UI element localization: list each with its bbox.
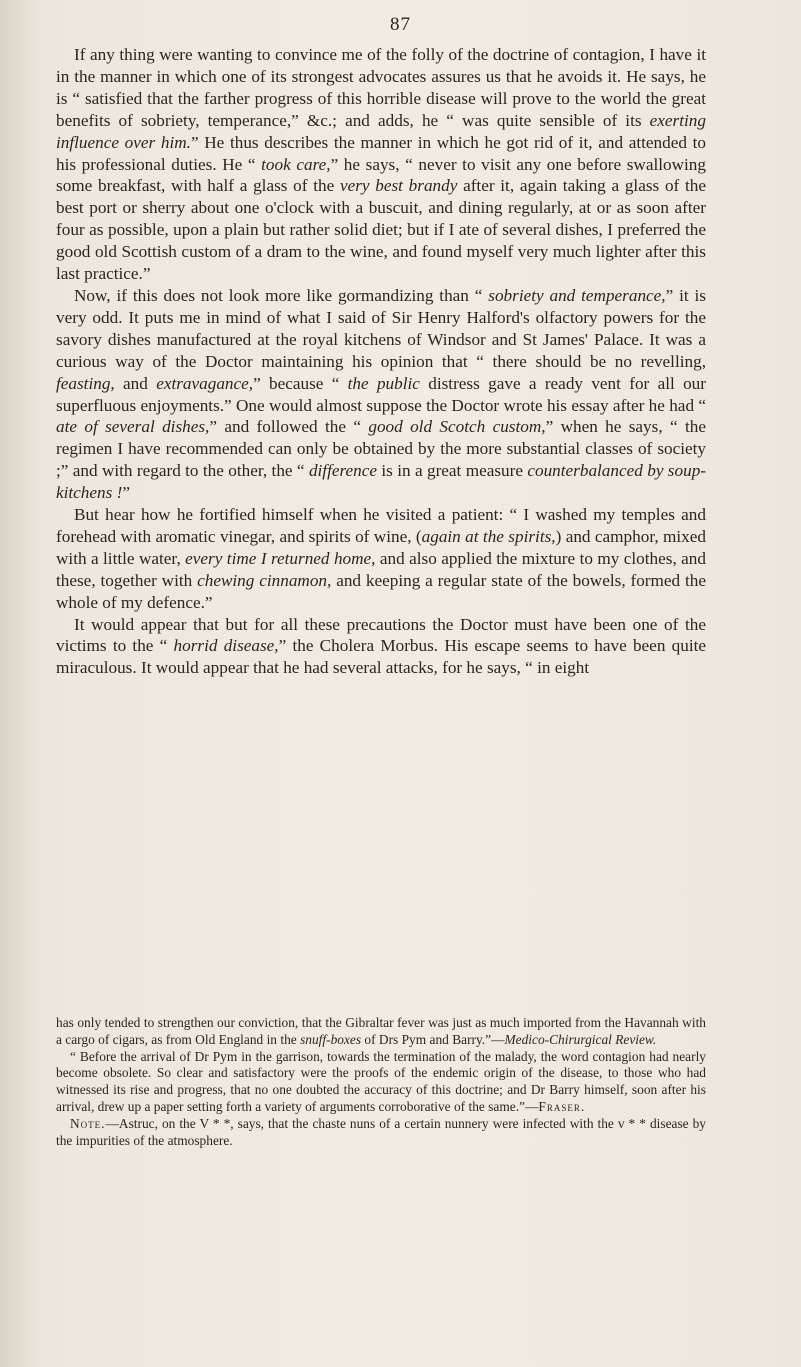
- text-run: If any thing were wanting to convince me of the folly of the doctrine of contagion, I have it in the manner in which one of its strongest advocates assures us that he avoids it. He says, he is “ satisfied that the farther progress of this horrible disease will prove to the world the great benefits of sobriety, temperance,” &c.; and adds, he “ was quite sensible of its: [56, 45, 706, 130]
- text-run: has only tended to strengthen our conviction, that the Gibraltar fever was just as much imported from the Havannah with a cargo of cigars, as from Old England in the: [56, 1015, 706, 1047]
- italic-text: difference: [308, 461, 378, 481]
- text-run: But hear how he fortified himself when he visited a patient: “ I washed my temples and forehead with aromatic vinegar, and spirits of wine, (: [56, 505, 706, 546]
- italic-text: took care,: [261, 154, 331, 174]
- text-run: ”: [122, 483, 130, 503]
- text-run: ” when he says, “ the regimen I have recommended can only be obtained by the more substantial classes of society ;” and with regard to the other, the “: [56, 417, 706, 481]
- text-run: ” He thus describes the manner in which he got rid of it, and attended to his professional duties. He “: [56, 132, 706, 174]
- italic-text: feasting,: [56, 373, 115, 393]
- text-run: and also applied the mixture to my clothes, and these, together with: [56, 548, 706, 590]
- footnotes: [56, 1015, 706, 1149]
- paragraph: [56, 44, 706, 285]
- italic-text: chewing cinnamon,: [197, 570, 332, 590]
- italic-text: ate of several dishes,: [56, 417, 210, 437]
- italic-text: the public: [347, 373, 420, 393]
- text-run: distress gave a ready vent for all our superfluous enjoyments.” One would almost suppose the Doctor wrote his essay after he had “: [56, 373, 706, 415]
- paragraph: [56, 285, 706, 504]
- text-run: ” he says, “ never to visit any one before swallowing some breakfast, with half a glass of the: [56, 154, 706, 196]
- text-run: “ Before the arrival of Dr Pym in the garrison, towards the termination of the malady, the word contagion had nearly become obsolete. So clear and satisfactory were the proofs of the endemic origin of the disease, to those who had witnessed its rise and progress, that no one doubted the accuracy of this doctrine; and Dr Barry himself, soon after his arrival, drew up a paper setting forth a variety of arguments corroborative of the same.”—: [56, 1048, 706, 1114]
- text-run: ” the Cholera Morbus. His escape seems to have been quite miraculous. It would appear that he had several attacks, for he says, “ in eight: [56, 636, 707, 678]
- text-run: ” it is very odd. It puts me in mind of what I said of Sir Henry Halford's olfactory powers for the savory dishes manufactured at the royal kitchens of Windsor and St James' Palace. It was a curious way of the Doctor maintaining his opinion that “ there should be no revelling,: [56, 285, 706, 371]
- paragraph: [56, 614, 706, 680]
- italic-text: Medico-Chirurgical Review.: [504, 1031, 657, 1047]
- text-run: after it, again taking a glass of the best port or sherry about one o'clock with a buscuit, and dining regularly, at or as soon after four as possible, upon a plain but rather solid diet; but if I ate of several dishes, I preferred the good old Scottish custom of a dram to the wine, and found myself very much lighter after this last practice.”: [56, 176, 706, 284]
- page-number: 87: [390, 14, 411, 35]
- italic-text: horrid disease,: [173, 636, 279, 656]
- text-run: and: [114, 373, 157, 393]
- italic-text: exerting influence over him.: [56, 110, 706, 152]
- footnote: [56, 1116, 706, 1150]
- text-run: Now, if this does not look more like gormandizing than “: [74, 285, 489, 305]
- text-run: ” and followed the “: [209, 417, 369, 437]
- italic-text: every time I returned home,: [185, 548, 376, 568]
- small-caps-text: Fraser.: [538, 1098, 586, 1114]
- text-run: ” because “: [253, 373, 348, 393]
- italic-text: good old Scotch custom,: [368, 417, 546, 437]
- footnote: [56, 1015, 706, 1049]
- text-run: of Drs Pym and Barry.”—: [361, 1031, 505, 1047]
- text-run: It would appear that but for all these precautions the Doctor must have been one of the victims to the “: [56, 614, 706, 656]
- footnote: [56, 1049, 706, 1116]
- text-run: and keeping a regular state of the bowels, formed the whole of my defence.”: [56, 570, 706, 612]
- italic-text: snuff-boxes: [300, 1031, 362, 1047]
- italic-text: counterbalanced by soup-kitchens !: [56, 461, 707, 503]
- italic-text: sobriety and temperance,: [488, 285, 666, 305]
- text-run: ) and camphor, mixed with a little water,: [56, 526, 706, 568]
- main-text: [56, 44, 706, 679]
- text-run: is in a great measure: [377, 461, 528, 481]
- text-run: —Astruc, on the V * *, says, that the chaste nuns of a certain nunnery were infected with the v * * disease by the impurities of the atmosphere.: [56, 1115, 706, 1148]
- italic-text: very best brandy: [339, 176, 458, 196]
- small-caps-text: Note.: [70, 1115, 106, 1131]
- paragraph: [56, 504, 706, 614]
- italic-text: extravagance,: [156, 373, 254, 393]
- italic-text: again at the spirits,: [421, 526, 556, 546]
